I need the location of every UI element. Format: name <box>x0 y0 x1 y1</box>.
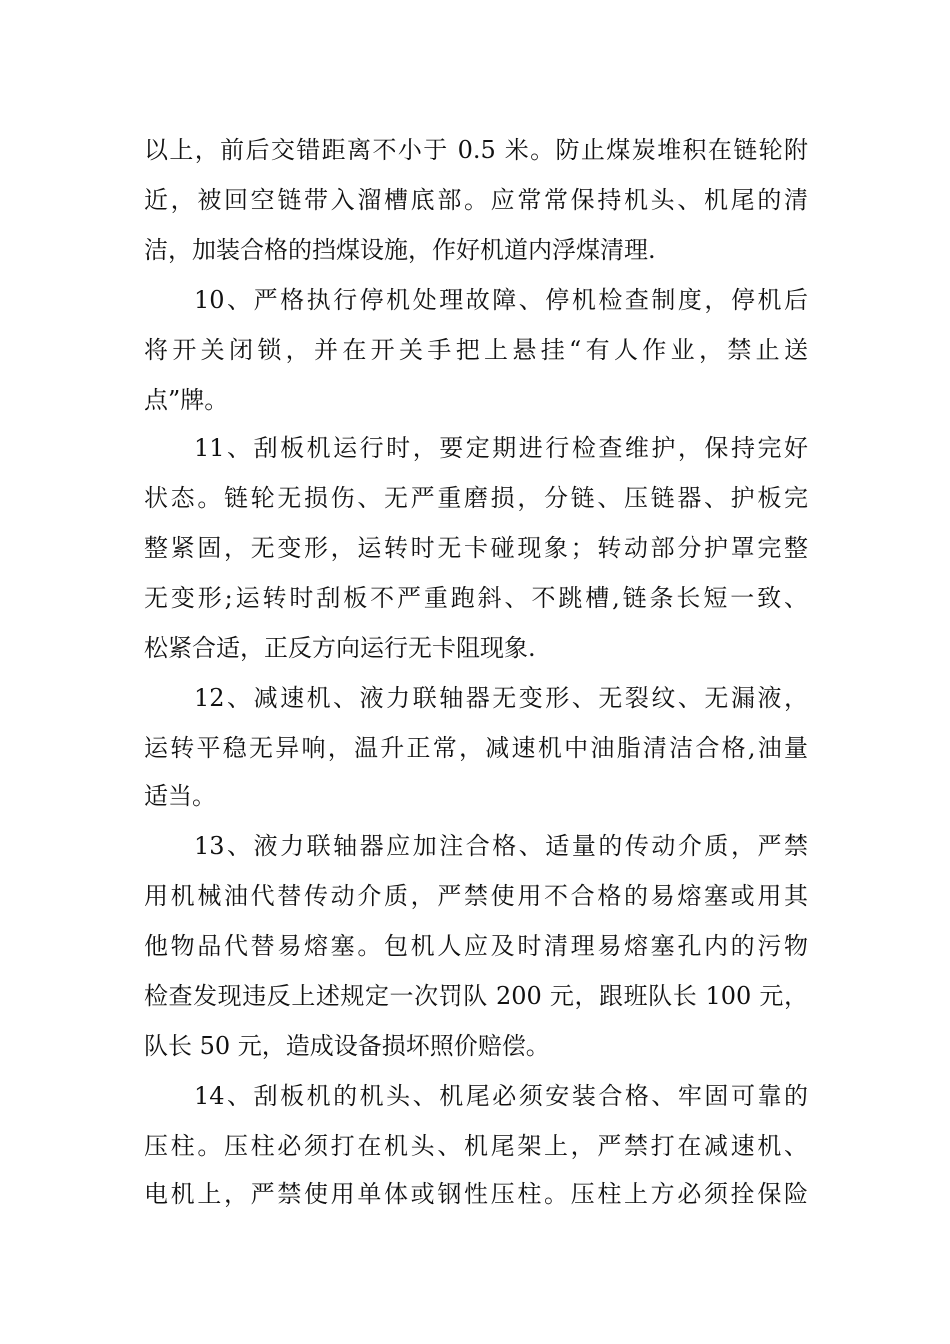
paragraph-10-line-3: 点”牌。 <box>144 386 229 414</box>
paragraph-13-line-1: 13、液力联轴器应加注合格、适量的传动介质，严禁 <box>194 832 808 860</box>
paragraph-10-line-2: 将开关闭锁，并在开关手把上悬挂“有人作业，禁止送 <box>144 336 808 364</box>
paragraph-12-line-3: 适当。 <box>144 782 216 810</box>
paragraph-13-line-4: 检查发现违反上述规定一次罚队 200 元，跟班队长 100 元， <box>144 982 808 1010</box>
text-line-3: 洁，加装合格的挡煤设施，作好机道内浮煤清理. <box>144 236 656 264</box>
paragraph-10-line-1: 10、严格执行停机处理故障、停机检查制度，停机后 <box>194 286 808 314</box>
paragraph-13-line-3: 他物品代替易熔塞。包机人应及时清理易熔塞孔内的污物 <box>144 932 808 960</box>
paragraph-13-line-2: 用机械油代替传动介质，严禁使用不合格的易熔塞或用其 <box>144 882 808 910</box>
paragraph-11-line-5: 松紧合适，正反方向运行无卡阻现象. <box>144 634 536 662</box>
text-line-2: 近，被回空链带入溜槽底部。应常常保持机头、机尾的清 <box>144 186 808 214</box>
paragraph-14-line-1: 14、刮板机的机头、机尾必须安装合格、牢固可靠的 <box>194 1082 808 1110</box>
paragraph-14-line-2: 压柱。压柱必须打在机头、机尾架上，严禁打在减速机、 <box>144 1132 808 1160</box>
text-line-1: 以上，前后交错距离不小于 0.5 米。防止煤炭堆积在链轮附 <box>144 136 808 164</box>
paragraph-12-line-2: 运转平稳无异响，温升正常，减速机中油脂清洁合格,油量 <box>144 734 808 762</box>
paragraph-11-line-4: 无变形;运转时刮板不严重跑斜、不跳槽,链条长短一致、 <box>144 584 808 612</box>
paragraph-14-line-3: 电机上，严禁使用单体或钢性压柱。压柱上方必须拴保险 <box>144 1180 808 1208</box>
paragraph-12-line-1: 12、减速机、液力联轴器无变形、无裂纹、无漏液， <box>194 684 808 712</box>
paragraph-13-line-5: 队长 50 元，造成设备损坏照价赔偿。 <box>144 1032 550 1060</box>
paragraph-11-line-2: 状态。链轮无损伤、无严重磨损，分链、压链器、护板完 <box>144 484 808 512</box>
paragraph-11-line-1: 11、刮板机运行时，要定期进行检查维护，保持完好 <box>194 434 808 462</box>
paragraph-11-line-3: 整紧固，无变形，运转时无卡碰现象；转动部分护罩完整 <box>144 534 808 562</box>
